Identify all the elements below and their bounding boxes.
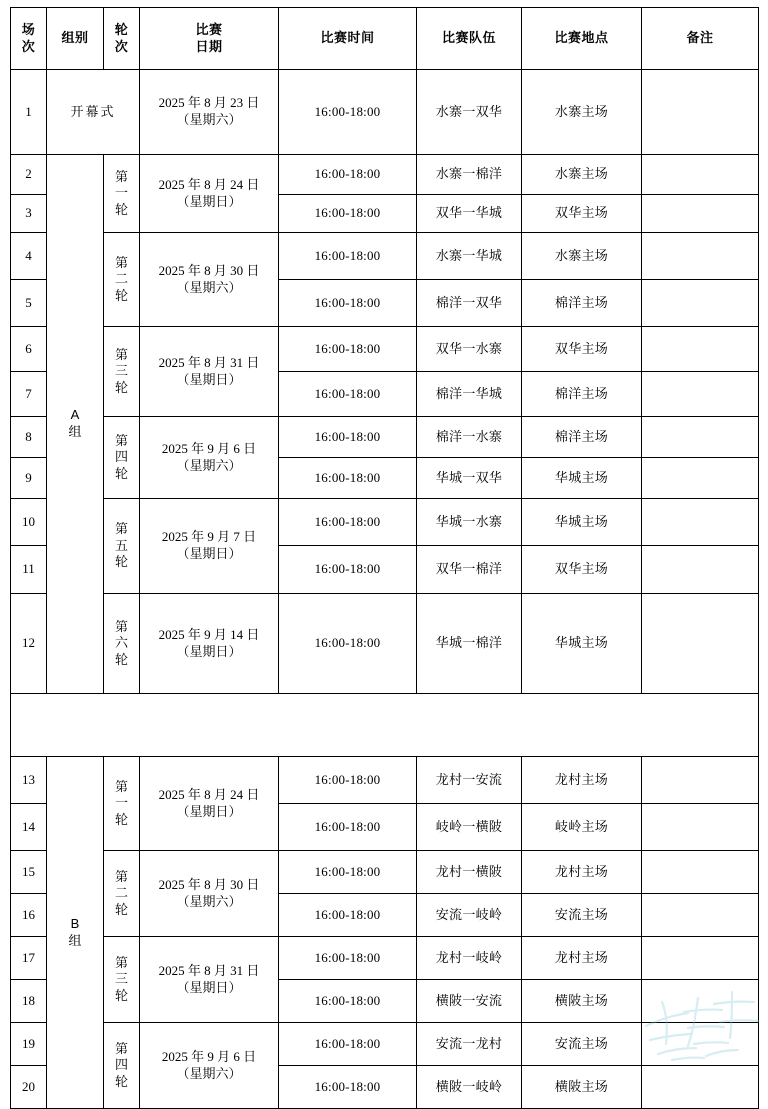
header-date-line1: 比赛	[195, 21, 223, 37]
cell-time: 16:00-18:00	[279, 233, 417, 280]
cell-teams: 华城一棉洋	[417, 594, 522, 694]
cell-no: 3	[11, 195, 47, 233]
cell-venue: 水寨主场	[522, 233, 642, 280]
cell-venue: 岐岭主场	[522, 804, 642, 851]
cell-time: 16:00-18:00	[279, 757, 417, 804]
cell-teams: 龙村一岐岭	[417, 937, 522, 980]
cell-time: 16:00-18:00	[279, 499, 417, 546]
match-schedule-table	[10, 7, 759, 1109]
cell-venue: 水寨主场	[522, 155, 642, 195]
cell-venue: 双华主场	[522, 327, 642, 372]
cell-no: 4	[11, 233, 47, 280]
cell-group-b	[47, 757, 104, 1109]
cell-date: 2025 年 8 月 30 日 （星期六）	[140, 233, 279, 327]
cell-time: 16:00-18:00	[279, 894, 417, 937]
header-no-line1: 场	[21, 21, 36, 37]
cell-venue: 龙村主场	[522, 851, 642, 894]
cell-venue: 华城主场	[522, 458, 642, 499]
cell-no: 13	[11, 757, 47, 804]
cell-no: 16	[11, 894, 47, 937]
cell-group-a	[47, 155, 104, 694]
header-cell-venue: 比赛地点	[522, 8, 642, 70]
cell-remark	[642, 233, 759, 280]
cell-time: 16:00-18:00	[279, 980, 417, 1023]
cell-venue: 棉洋主场	[522, 417, 642, 458]
cell-no: 10	[11, 499, 47, 546]
cell-date: 2025 年 8 月 24 日 （星期日）	[140, 155, 279, 233]
cell-remark	[642, 417, 759, 458]
cell-teams: 棉洋一华城	[417, 372, 522, 417]
cell-venue: 棉洋主场	[522, 372, 642, 417]
cell-time: 16:00-18:00	[279, 937, 417, 980]
cell-venue: 棉洋主场	[522, 280, 642, 327]
cell-separator	[11, 694, 759, 757]
table-row	[11, 233, 759, 280]
cell-teams: 双华一华城	[417, 195, 522, 233]
cell-round: 第 四 轮	[104, 417, 140, 499]
cell-no: 17	[11, 937, 47, 980]
cell-venue: 水寨主场	[522, 70, 642, 155]
cell-round: 第 二 轮	[104, 851, 140, 937]
cell-no: 2	[11, 155, 47, 195]
group-a-word: 组	[68, 424, 82, 439]
header-round-line1: 轮	[114, 21, 129, 37]
cell-teams: 双华一棉洋	[417, 546, 522, 594]
cell-date: 2025 年 9 月 7 日 （星期日）	[140, 499, 279, 594]
cell-venue: 龙村主场	[522, 757, 642, 804]
cell-remark	[642, 980, 759, 1023]
cell-time: 16:00-18:00	[279, 594, 417, 694]
cell-teams: 安流一岐岭	[417, 894, 522, 937]
cell-venue: 双华主场	[522, 195, 642, 233]
cell-teams: 横陂一安流	[417, 980, 522, 1023]
cell-time: 16:00-18:00	[279, 195, 417, 233]
cell-no: 12	[11, 594, 47, 694]
cell-teams: 华城一水寨	[417, 499, 522, 546]
cell-no: 20	[11, 1066, 47, 1109]
cell-teams: 龙村一横陂	[417, 851, 522, 894]
cell-date: 2025 年 8 月 31 日 （星期日）	[140, 937, 279, 1023]
cell-teams: 双华一水寨	[417, 327, 522, 372]
cell-teams: 横陂一岐岭	[417, 1066, 522, 1109]
cell-no: 8	[11, 417, 47, 458]
cell-no: 6	[11, 327, 47, 372]
cell-time: 16:00-18:00	[279, 417, 417, 458]
cell-venue: 华城主场	[522, 594, 642, 694]
header-cell-remark: 备注	[642, 8, 759, 70]
cell-remark	[642, 458, 759, 499]
cell-remark	[642, 804, 759, 851]
cell-venue: 龙村主场	[522, 937, 642, 980]
cell-time: 16:00-18:00	[279, 70, 417, 155]
cell-no: 19	[11, 1023, 47, 1066]
cell-teams: 水寨一棉洋	[417, 155, 522, 195]
cell-venue: 安流主场	[522, 894, 642, 937]
cell-remark	[642, 894, 759, 937]
group-a-letter: A	[70, 407, 80, 423]
header-cell-date	[140, 8, 279, 70]
cell-round: 第 四 轮	[104, 1023, 140, 1109]
table-row	[11, 1023, 759, 1066]
cell-opening-label: 开幕式	[47, 70, 140, 155]
cell-remark	[642, 594, 759, 694]
cell-round: 第 二 轮	[104, 233, 140, 327]
cell-time: 16:00-18:00	[279, 804, 417, 851]
cell-no: 15	[11, 851, 47, 894]
cell-remark	[642, 546, 759, 594]
cell-remark	[642, 1023, 759, 1066]
cell-remark	[642, 195, 759, 233]
cell-date-week: （星期六）	[176, 112, 242, 127]
table-row	[11, 851, 759, 894]
cell-time: 16:00-18:00	[279, 327, 417, 372]
cell-remark	[642, 1066, 759, 1109]
cell-round: 第 六 轮	[104, 594, 140, 694]
header-cell-time: 比赛时间	[279, 8, 417, 70]
cell-round: 第 三 轮	[104, 937, 140, 1023]
cell-venue: 双华主场	[522, 546, 642, 594]
cell-no: 11	[11, 546, 47, 594]
table-header-row	[11, 8, 759, 70]
table-row	[11, 757, 759, 804]
cell-remark	[642, 70, 759, 155]
cell-time: 16:00-18:00	[279, 1023, 417, 1066]
cell-teams: 龙村一安流	[417, 757, 522, 804]
cell-remark	[642, 155, 759, 195]
cell-time: 16:00-18:00	[279, 1066, 417, 1109]
cell-round: 第 一 轮	[104, 757, 140, 851]
cell-venue: 华城主场	[522, 499, 642, 546]
cell-date	[140, 70, 279, 155]
cell-teams: 安流一龙村	[417, 1023, 522, 1066]
cell-no: 7	[11, 372, 47, 417]
cell-remark	[642, 499, 759, 546]
header-cell-round	[104, 8, 140, 70]
cell-round: 第 一 轮	[104, 155, 140, 233]
cell-teams: 棉洋一双华	[417, 280, 522, 327]
cell-time: 16:00-18:00	[279, 546, 417, 594]
cell-no: 9	[11, 458, 47, 499]
cell-round: 第 五 轮	[104, 499, 140, 594]
cell-time: 16:00-18:00	[279, 280, 417, 327]
cell-teams: 水寨一双华	[417, 70, 522, 155]
cell-date: 2025 年 9 月 6 日 （星期六）	[140, 1023, 279, 1109]
header-cell-no	[11, 8, 47, 70]
cell-no: 14	[11, 804, 47, 851]
cell-no: 1	[11, 70, 47, 155]
cell-time: 16:00-18:00	[279, 372, 417, 417]
table-row	[11, 937, 759, 980]
header-round-line2: 次	[114, 39, 129, 55]
table-row	[11, 327, 759, 372]
cell-date-main: 2025 年 8 月 23 日	[158, 95, 260, 111]
cell-time: 16:00-18:00	[279, 155, 417, 195]
header-cell-teams: 比赛队伍	[417, 8, 522, 70]
table-separator-row	[11, 694, 759, 757]
cell-teams: 棉洋一水寨	[417, 417, 522, 458]
cell-time: 16:00-18:00	[279, 458, 417, 499]
cell-remark	[642, 280, 759, 327]
cell-round: 第 三 轮	[104, 327, 140, 417]
header-no-line2: 次	[21, 39, 36, 55]
table-row	[11, 70, 759, 155]
cell-remark	[642, 851, 759, 894]
cell-remark	[642, 327, 759, 372]
header-cell-group: 组别	[47, 8, 104, 70]
cell-teams: 水寨一华城	[417, 233, 522, 280]
cell-remark	[642, 757, 759, 804]
cell-teams: 岐岭一横陂	[417, 804, 522, 851]
cell-date: 2025 年 8 月 30 日 （星期六）	[140, 851, 279, 937]
group-b-letter: B	[70, 915, 80, 931]
cell-date: 2025 年 8 月 31 日 （星期日）	[140, 327, 279, 417]
cell-venue: 横陂主场	[522, 980, 642, 1023]
table-row	[11, 155, 759, 195]
cell-venue: 安流主场	[522, 1023, 642, 1066]
cell-teams: 华城一双华	[417, 458, 522, 499]
table-row	[11, 499, 759, 546]
cell-no: 5	[11, 280, 47, 327]
header-date-line2: 日期	[195, 39, 223, 55]
table-row	[11, 594, 759, 694]
cell-remark	[642, 372, 759, 417]
group-b-word: 组	[68, 932, 82, 948]
cell-no: 18	[11, 980, 47, 1023]
cell-remark	[642, 937, 759, 980]
cell-date: 2025 年 9 月 6 日 （星期六）	[140, 417, 279, 499]
cell-time: 16:00-18:00	[279, 851, 417, 894]
cell-venue: 横陂主场	[522, 1066, 642, 1109]
cell-date: 2025 年 9 月 14 日 （星期日）	[140, 594, 279, 694]
cell-date: 2025 年 8 月 24 日 （星期日）	[140, 757, 279, 851]
table-row	[11, 417, 759, 458]
